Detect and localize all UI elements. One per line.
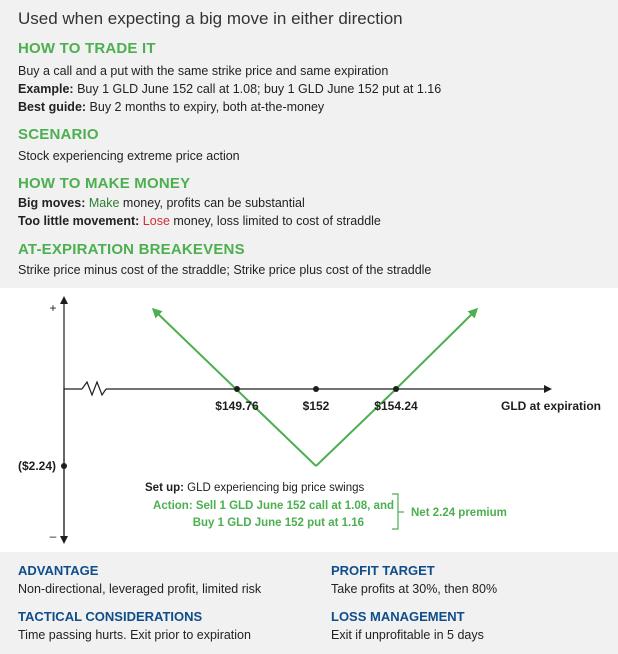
setup-label: Set up: bbox=[145, 482, 184, 494]
y-loss-label: ($2.24) bbox=[17, 459, 56, 473]
example-label: Example: bbox=[18, 82, 74, 96]
tactical-text: Time passing hurts. Exit prior to expiration bbox=[18, 628, 251, 642]
tactical-heading: TACTICAL CONSIDERATIONS bbox=[18, 609, 203, 624]
breakevens-text: Strike price minus cost of the straddle; Strike price plus cost of the straddle bbox=[18, 263, 432, 277]
big-moves-text: money, profits can be substantial bbox=[119, 196, 305, 210]
best-guide-line bbox=[18, 100, 324, 114]
net-premium-label: Net 2.24 premium bbox=[411, 507, 507, 519]
make-money-heading: HOW TO MAKE MONEY bbox=[18, 175, 191, 192]
advantage-heading: ADVANTAGE bbox=[18, 563, 99, 578]
scenario-text: Stock experiencing extreme price action bbox=[18, 149, 240, 163]
best-guide-label: Best guide: bbox=[18, 100, 87, 114]
lose-word: Lose bbox=[142, 214, 170, 228]
loss-level-point bbox=[61, 463, 67, 469]
big-moves-line bbox=[18, 196, 305, 210]
tick-label-breakeven-low: $149.76 bbox=[215, 399, 259, 413]
strike-point bbox=[313, 386, 319, 392]
tick-label-strike: $152 bbox=[302, 399, 330, 413]
breakevens-heading: AT-EXPIRATION BREAKEVENS bbox=[18, 241, 245, 258]
x-axis-label: GLD at expiration bbox=[501, 399, 602, 413]
how-to-trade-heading: HOW TO TRADE IT bbox=[18, 40, 156, 57]
action-line-1: Action: Sell 1 GLD June 152 call at 1.08, and bbox=[153, 500, 394, 512]
advantage-text: Non-directional, leveraged profit, limited risk bbox=[18, 582, 262, 596]
y-plus-label: + bbox=[49, 301, 57, 315]
example-text: Buy 1 GLD June 152 call at 1.08; buy 1 GLD June 152 put at 1.16 bbox=[73, 82, 442, 96]
loss-management-heading: LOSS MANAGEMENT bbox=[331, 609, 465, 624]
tick-label-breakeven-high: $154.24 bbox=[374, 399, 418, 413]
breakeven-low-point bbox=[234, 386, 240, 392]
setup-text: GLD experiencing big price swings bbox=[183, 482, 365, 494]
make-word: Make bbox=[88, 196, 120, 210]
breakeven-high-point bbox=[393, 386, 399, 392]
profit-target-text: Take profits at 30%, then 80% bbox=[331, 582, 498, 596]
scenario-heading: SCENARIO bbox=[18, 126, 99, 143]
too-little-label: Too little movement: bbox=[18, 214, 140, 228]
action-line-2: Buy 1 GLD June 152 put at 1.16 bbox=[192, 517, 364, 529]
setup-line bbox=[145, 482, 364, 494]
headline: Used when expecting a big move in either direction bbox=[18, 9, 403, 28]
how-to-trade-text: Buy a call and a put with the same strike price and same expiration bbox=[18, 64, 389, 78]
loss-management-text: Exit if unprofitable in 5 days bbox=[331, 628, 484, 642]
example-line bbox=[18, 82, 441, 96]
straddle-payoff-chart bbox=[0, 288, 618, 552]
profit-target-heading: PROFIT TARGET bbox=[331, 563, 435, 578]
too-little-text: money, loss limited to cost of straddle bbox=[169, 214, 381, 228]
big-moves-label: Big moves: bbox=[18, 196, 86, 210]
axis-break-mark bbox=[82, 382, 106, 395]
best-guide-text: Buy 2 months to expiry, both at-the-money bbox=[86, 100, 325, 114]
y-minus-label: – bbox=[49, 529, 57, 543]
too-little-line bbox=[18, 214, 381, 228]
